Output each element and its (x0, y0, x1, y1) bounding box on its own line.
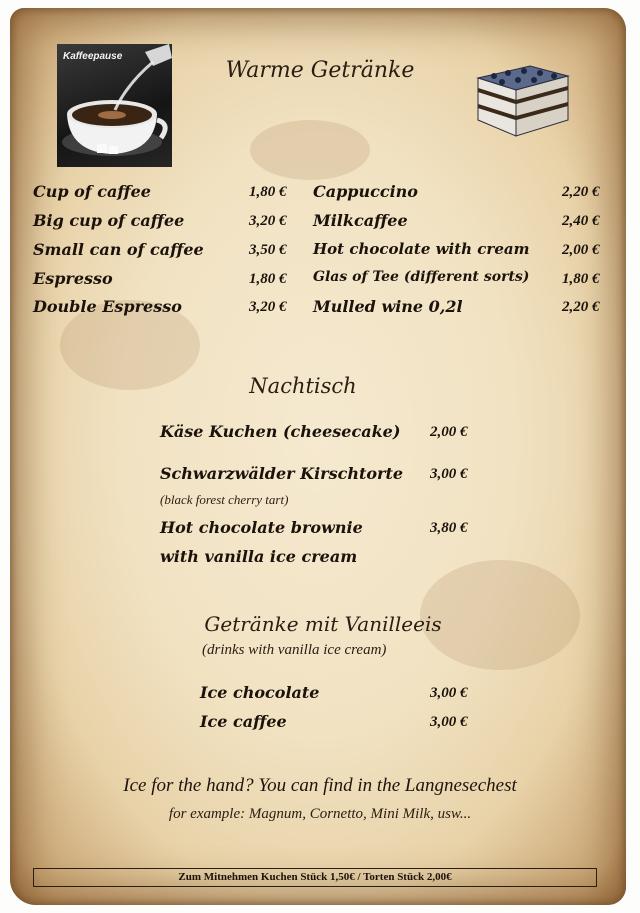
dessert-item-line2: with vanilla ice cream (160, 547, 358, 566)
menu-item-name: Big cup of caffee (33, 211, 185, 230)
ice-drink-price: 3,00 € (430, 714, 468, 730)
langnese-examples: for example: Magnum, Cornetto, Mini Milk, usw... (168, 806, 472, 822)
stain (250, 120, 370, 180)
cake-icon (474, 56, 570, 138)
menu-item-price: 2,00 € (562, 242, 600, 258)
menu-item-price: 2,20 € (562, 299, 600, 315)
ice-drink-price: 3,00 € (430, 685, 468, 701)
menu-item-price: 2,20 € (562, 184, 600, 200)
dessert-item-price: 3,80 € (430, 520, 468, 536)
langnese-headline: Ice for the hand? You can find in the Langnesechest (123, 775, 517, 796)
menu-item-name: Hot chocolate with cream (313, 240, 530, 258)
dessert-item-name: Schwarzwälder Kirschtorte (160, 464, 404, 483)
menu-item-name: Double Espresso (33, 297, 182, 316)
dessert-item-price: 3,00 € (430, 466, 468, 482)
cake-illustration (474, 56, 570, 138)
photo-label: Kaffeepause (63, 51, 123, 62)
menu-item-name: Milkcaffee (313, 211, 408, 230)
warme-getraenke-title: Warme Getränke (225, 58, 415, 83)
menu-item-name: Glas of Tee (different sorts) (313, 269, 530, 285)
dessert-item-name: Hot chocolate brownie (160, 518, 363, 537)
dessert-item-subtitle: (black forest cherry tart) (160, 492, 289, 507)
menu-item-price: 1,80 € (249, 184, 287, 200)
dessert-item-price: 2,00 € (430, 424, 468, 440)
vanilleeis-title: Getränke mit Vanilleeis (204, 612, 442, 636)
ice-drink-name: Ice caffee (200, 712, 287, 731)
menu-item-name: Mulled wine 0,2l (313, 297, 463, 316)
menu-item-price: 3,20 € (249, 299, 287, 315)
menu-item-name: Cup of caffee (33, 182, 151, 201)
menu-item-price: 3,20 € (249, 213, 287, 229)
menu-item-name: Espresso (33, 269, 113, 288)
menu-item-name: Cappuccino (313, 182, 418, 201)
menu-item-name: Small can of caffee (33, 240, 204, 259)
nachtisch-title: Nachtisch (249, 374, 357, 398)
dessert-item-name: Käse Kuchen (cheesecake) (160, 422, 401, 441)
vanilleeis-subtitle: (drinks with vanilla ice cream) (202, 642, 387, 658)
takeaway-footer: Zum Mitnehmen Kuchen Stück 1,50€ / Torten Stück 2,00€ (33, 868, 597, 887)
menu-item-price: 1,80 € (562, 271, 600, 287)
coffee-cup-icon (57, 44, 172, 167)
menu-item-price: 1,80 € (249, 271, 287, 287)
coffee-photo (57, 44, 172, 167)
menu-item-price: 3,50 € (249, 242, 287, 258)
ice-drink-name: Ice chocolate (200, 683, 320, 702)
menu-item-price: 2,40 € (562, 213, 600, 229)
